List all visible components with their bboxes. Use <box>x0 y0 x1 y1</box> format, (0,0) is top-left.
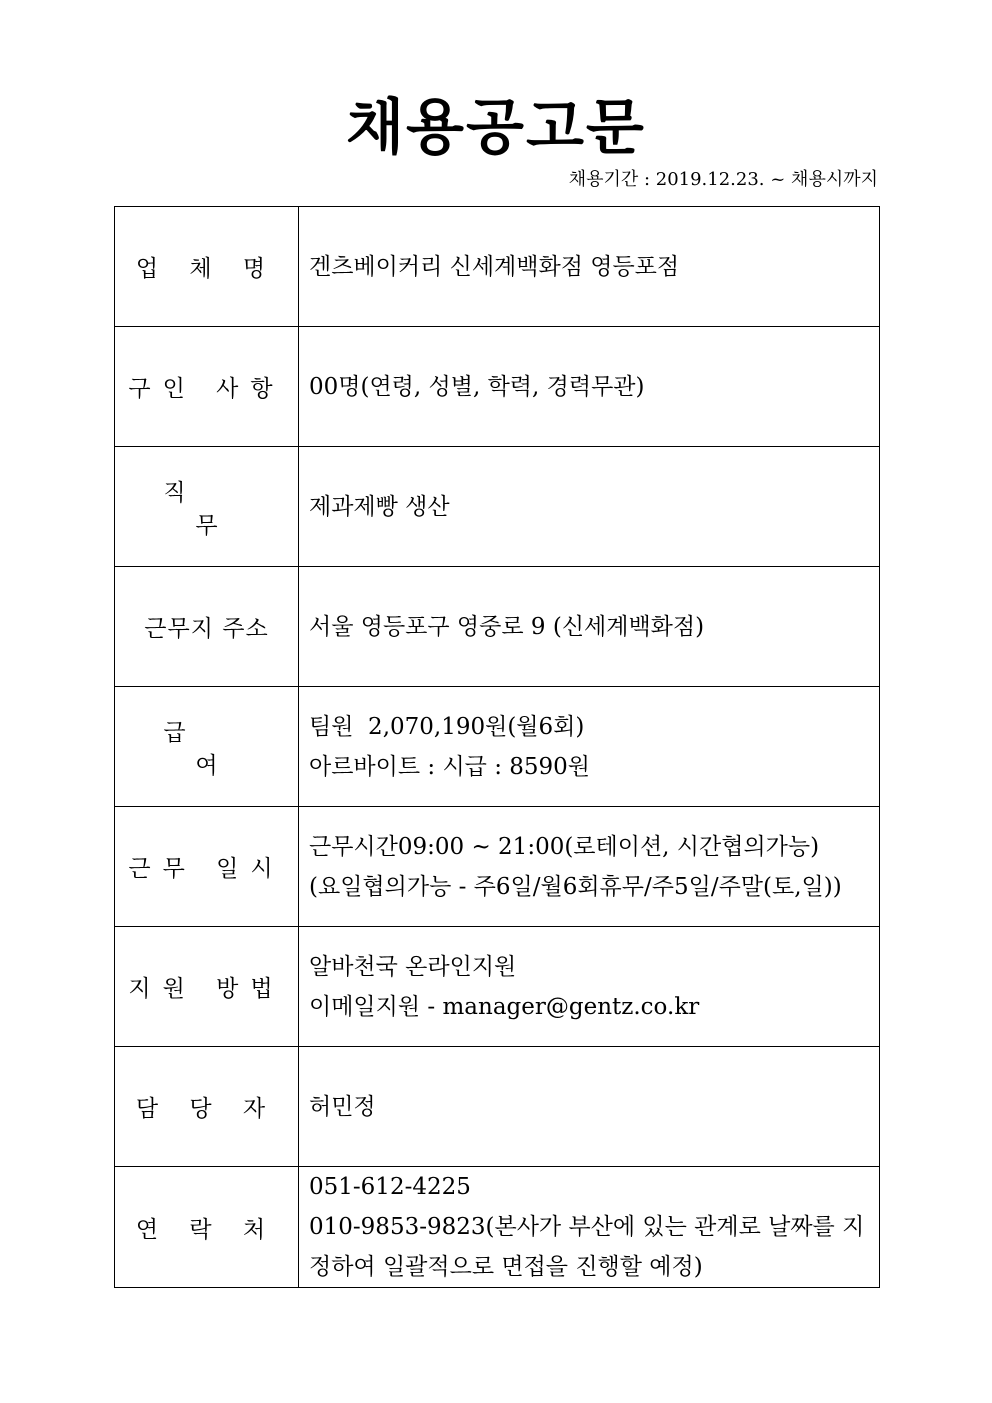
recruitment-period: 채용기간 : 2019.12.23. ~ 채용시까지 <box>568 169 878 190</box>
table-row <box>115 807 880 927</box>
recruitment-details-label: 구인 사항 <box>115 327 299 447</box>
person-in-charge-value <box>299 1047 880 1167</box>
recruitment-details-text: 00명(연령, 성별, 학력, 경력무관) <box>309 373 645 400</box>
work-address-text: 서울 영등포구 영중로 9 (신세계백화점) <box>309 613 705 640</box>
table-row <box>115 327 880 447</box>
table-row <box>115 1047 880 1167</box>
table-row <box>115 447 880 567</box>
work-address-label: 근무지 주소 <box>115 567 299 687</box>
email-application-text: 이메일지원 - manager@gentz.co.kr <box>309 993 700 1020</box>
recruitment-details-value <box>299 327 880 447</box>
person-in-charge-label: 담 당 자 <box>115 1047 299 1167</box>
work-address-value <box>299 567 880 687</box>
work-schedule-label: 근무 일시 <box>115 807 299 927</box>
table-row <box>115 927 880 1047</box>
application-method-value <box>299 927 880 1047</box>
person-in-charge-text: 허민정 <box>309 1093 376 1120</box>
table-row <box>115 207 880 327</box>
salary-staff-text: 팀원 2,070,190원(월6회) <box>309 713 585 740</box>
table-row <box>115 687 880 807</box>
work-hours-text: 근무시간09:00 ~ 21:00(로테이션, 시간협의가능) <box>309 833 820 860</box>
job-duty-value <box>299 447 880 567</box>
contact-phone-1: 051-612-4225 <box>309 1174 471 1200</box>
table-row <box>115 1167 880 1288</box>
contact-phone-2: 010-9853-9823(본사가 부산에 있는 관계로 날짜를 지정하여 일괄적으로 면접을 진행할 예정) <box>309 1214 865 1280</box>
online-application-text: 알바천국 온라인지원 <box>309 953 517 980</box>
work-days-text: (요일협의가능 - 주6일/월6회휴무/주5일/주말(토,일)) <box>309 873 842 900</box>
contact-label: 연 락 처 <box>115 1167 299 1288</box>
company-name-text: 겐츠베이커리 신세계백화점 영등포점 <box>309 253 680 280</box>
application-method-label: 지원 방법 <box>115 927 299 1047</box>
job-info-table <box>114 206 880 1288</box>
company-name-label: 업 체 명 <box>115 207 299 327</box>
contact-value <box>299 1167 880 1288</box>
document-title: 채용공고문 <box>346 93 646 163</box>
work-schedule-value <box>299 807 880 927</box>
company-name-value <box>299 207 880 327</box>
salary-parttime-text: 아르바이트 : 시급 : 8590원 <box>309 753 591 780</box>
salary-label: 급 여 <box>115 687 299 807</box>
job-duty-text: 제과제빵 생산 <box>309 493 450 520</box>
table-row <box>115 567 880 687</box>
job-duty-label: 직 무 <box>115 447 299 567</box>
salary-value <box>299 687 880 807</box>
